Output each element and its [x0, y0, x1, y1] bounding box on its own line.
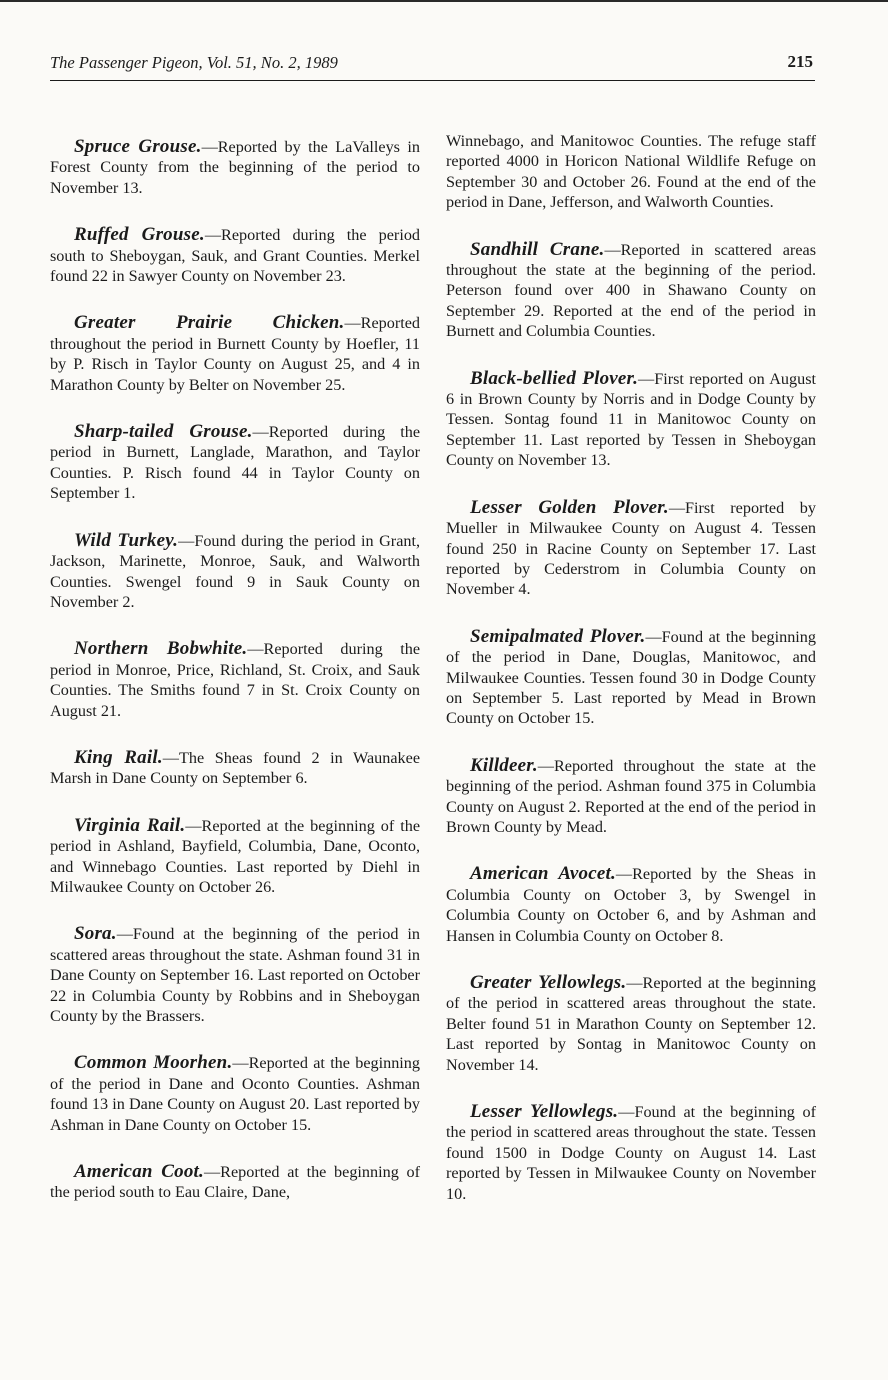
species-text: —Reported at the beginning of the period in scattered areas throughout the state. Belter found 51 in Marathon County on September 12. Last reported by Sontag in Manitowoc County on November 14.	[446, 974, 816, 1074]
species-entry	[50, 816, 420, 898]
species-text: —Reported throughout the period in Burnett County by Hoefler, 11 by P. Risch in Taylor County on August 25, and 4 in Marathon County by Belter on November 25.	[50, 314, 420, 394]
species-text: —Reported at the beginning of the period in Dane and Oconto Counties. Ashman found 13 in Dane County on August 20. Last reported by Ashman in Dane County on October 15.	[50, 1054, 420, 1134]
species-name: Spruce Grouse.	[74, 136, 202, 157]
species-name: Lesser Golden Plover.	[470, 496, 669, 518]
species-entry	[446, 240, 816, 342]
species-text: —First reported on August 6 in Brown County by Norris and in Dodge County by Tessen. Sontag found 11 in Manitowoc County on September 11. Last reported by Tessen in Sheboygan County on November 13.	[446, 369, 816, 470]
species-entry	[446, 627, 816, 729]
species-text: —The Sheas found 2 in Waunakee Marsh in Dane County on September 6.	[50, 748, 421, 788]
continued-text: Winnebago, and Manitowoc Counties. The refuge staff reported 4000 in Horicon National Wildlife Refuge on September 30 and October 26. Found at the end of the period in Dane, Jefferson, and Walworth Counties.	[446, 132, 816, 212]
species-entry	[50, 531, 420, 613]
species-name: American Coot.	[74, 1161, 204, 1183]
species-text: —Reported at the beginning of the period south to Eau Claire, Dane,	[50, 1163, 420, 1202]
species-entry	[446, 864, 816, 946]
page-header	[50, 52, 815, 81]
species-entry	[446, 756, 816, 838]
species-entry	[50, 639, 420, 721]
species-name: Sandhill Crane.	[470, 238, 605, 260]
species-entry	[50, 422, 420, 504]
species-text: —First reported by Mueller in Milwaukee County on August 4. Tessen found 250 in Racine County on September 17. Last reported by Cederstrom in Columbia County on November 4.	[446, 498, 816, 599]
species-text: —Found during the period in Grant, Jackson, Marinette, Monroe, Sauk, and Walworth Counties. Swengel found 9 in Sauk County on November 2.	[50, 531, 421, 611]
species-name: Semipalmated Plover.	[470, 625, 646, 647]
species-entry	[446, 973, 816, 1075]
species-entry	[446, 498, 816, 600]
species-entry	[50, 748, 420, 789]
species-name: Killdeer.	[470, 754, 538, 776]
species-entry	[50, 313, 420, 395]
species-text: —Reported in scattered areas throughout the state at the beginning of the period. Peterson found over 400 in Shawano County on September 29. Reported at the end of the period in Burnett and Columbia Counties.	[446, 240, 816, 341]
species-name: Virginia Rail.	[74, 814, 186, 836]
species-name: American Avocet.	[470, 863, 616, 885]
species-name: Lesser Yellowlegs.	[470, 1101, 619, 1123]
species-name: Sharp-tailed Grouse.	[74, 421, 253, 443]
species-entry	[50, 137, 420, 198]
species-entry	[446, 1102, 816, 1204]
species-name: Ruffed Grouse.	[74, 224, 205, 246]
species-text: —Reported during the period south to Sheboygan, Sauk, and Grant Counties. Merkel found 22 in Sawyer County on November 23.	[50, 226, 421, 286]
species-name: Black-bellied Plover.	[470, 367, 639, 389]
left-column	[50, 131, 420, 1203]
top-rule	[0, 0, 888, 2]
species-entry	[50, 225, 420, 286]
species-name: Greater Prairie Chicken.	[74, 312, 345, 334]
species-name: Sora.	[74, 923, 117, 945]
species-name: Greater Yellowlegs.	[470, 972, 627, 993]
species-text: —Found at the beginning of the period in scattered areas throughout the state. Ashman found 31 in Dane County on September 16. Last reported on October 22 in Columbia County by Robbins and in Sheboygan County by the Brassers.	[50, 925, 420, 1025]
species-text: —Reported by the Sheas in Columbia County on October 3, by Swengel in Columbia County on October 6, and by Ashman and Hansen in Columbia County on October 8.	[446, 865, 816, 945]
species-entry	[446, 369, 816, 471]
page-number: 215	[787, 52, 813, 71]
species-entry	[50, 1162, 420, 1203]
species-name: Northern Bobwhite.	[74, 638, 248, 660]
species-text: —Found at the beginning of the period in Dane, Douglas, Manitowoc, and Milwaukee Counties. Tessen found 30 in Dodge County on September 5. Last reported by Mead in Brown County on October 15.	[446, 627, 816, 728]
species-entry	[50, 1053, 420, 1135]
species-name: Wild Turkey.	[74, 529, 179, 551]
journal-title: The Passenger Pigeon, Vol. 51, No. 2, 1989	[50, 53, 338, 72]
species-name: King Rail.	[74, 746, 163, 768]
species-entry	[50, 924, 420, 1026]
species-text: —Reported by the LaValleys in Forest County from the beginning of the period to November 13.	[50, 138, 420, 197]
species-text: —Reported during the period in Monroe, Price, Richland, St. Croix, and Sauk Counties. The Smiths found 7 in St. Croix County on August 21.	[50, 640, 421, 720]
species-text: —Found at the beginning of the period in scattered areas throughout the state. Tessen found 1500 in Dodge County on August 14. Last reported by Tessen in Milwaukee County on November 10.	[446, 1103, 817, 1203]
species-text: —Reported throughout the state at the beginning of the period. Ashman found 375 in Columbia County on August 2. Reported at the end of the period in Brown County by Mead.	[446, 756, 816, 836]
species-text: —Reported during the period in Burnett, Langlade, Marathon, and Taylor Counties. P. Risch found 44 in Taylor County on September 1.	[50, 423, 421, 503]
species-text: —Reported at the beginning of the period in Ashland, Bayfield, Columbia, Dane, Oconto, and Winnebago Counties. Last reported by Diehl in Milwaukee County on October 26.	[50, 816, 421, 896]
right-column	[446, 131, 816, 1204]
species-name: Common Moorhen.	[74, 1052, 233, 1074]
